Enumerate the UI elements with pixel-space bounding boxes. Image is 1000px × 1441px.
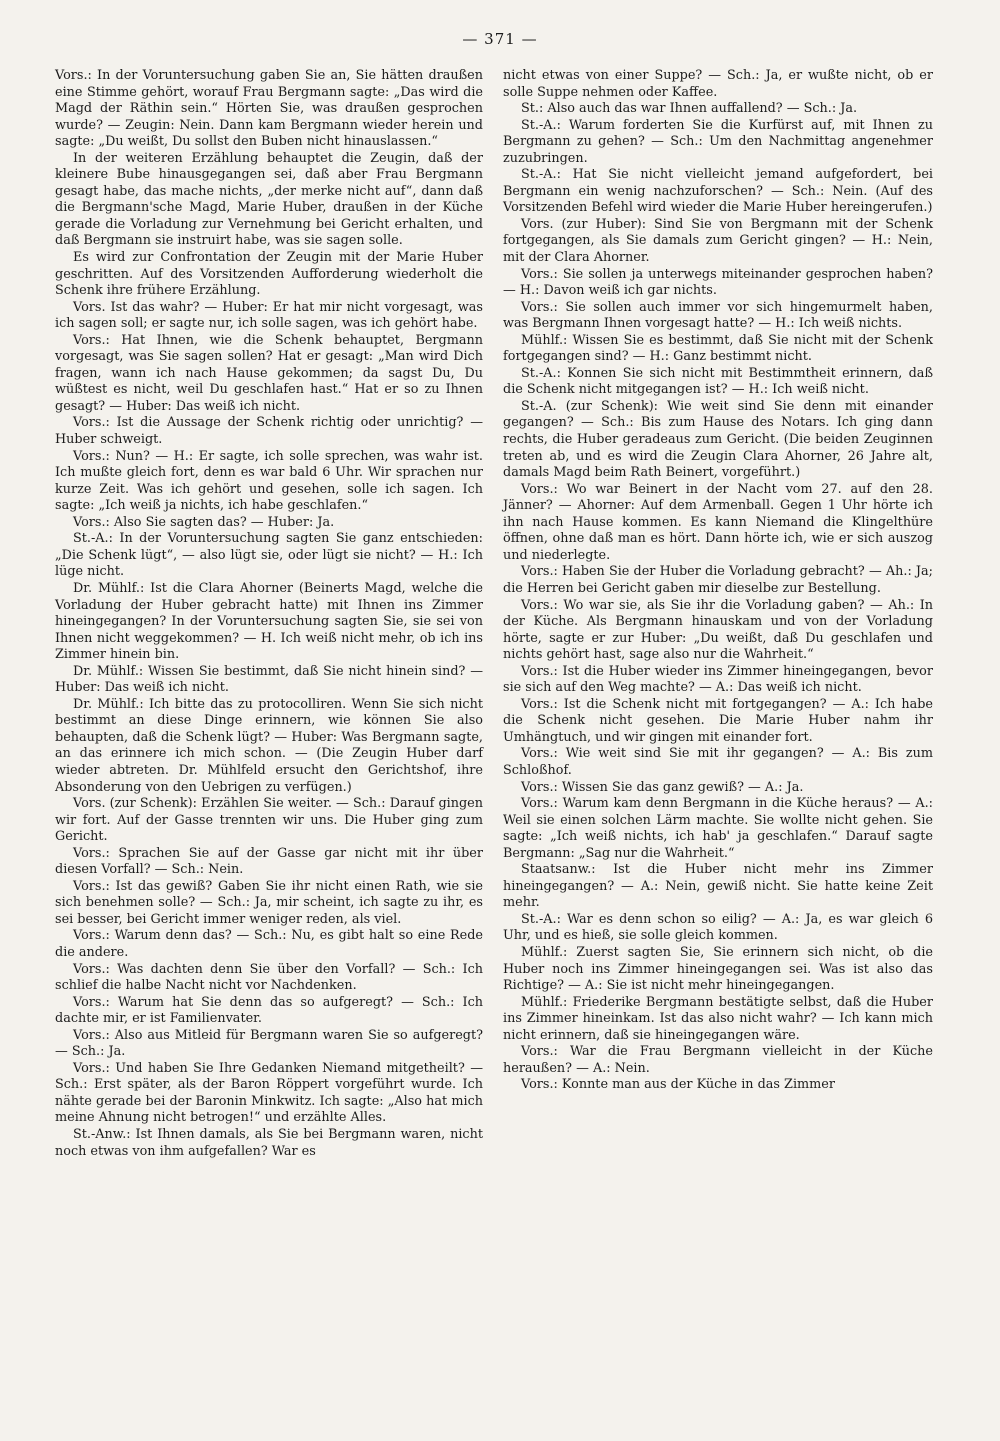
paragraph: St.-A. (zur Schenk): Wie weit sind Sie denn mit einander gegangen? — Sch.: Bis zum Hause des Notars. Ich ging dann rechts, die Huber geradeaus zum Gericht. (Die beiden Zeuginnen treten ab, und es wird die Zeugin Clara Ahorner, 26 Jahre alt, damals Magd beim Rath Beinert, vorgeführt.) <box>503 398 933 481</box>
paragraph: Vors.: War die Frau Bergmann vielleicht in der Küche heraußen? — A.: Nein. <box>503 1044 933 1076</box>
paragraph: Mühlf.: Friederike Bergmann bestätigte selbst, daß die Huber ins Zimmer hineinkam. Ist das also nicht wahr? — Ich kann mich nicht erinnern, daß sie hineingegangen wäre. <box>503 994 933 1043</box>
paragraph: Vors.: Warum denn das? — Sch.: Nu, es gibt halt so eine Rede die andere. <box>55 928 483 960</box>
paragraph: Vors.: Sie sollen ja unterwegs miteinander gesprochen haben? — H.: Davon weiß ich gar nichts. <box>503 266 933 299</box>
paragraph: Vors. Ist das wahr? — Huber: Er hat mir nicht vorgesagt, was ich sagen soll; er sagte nur, ich solle sagen, was ich gehört habe. <box>55 299 483 332</box>
paragraph: Vors.: Ist das gewiß? Gaben Sie ihr nicht einen Rath, wie sie sich benehmen solle? — Sch.: Ja, mir scheint, ich sagte zu ihr, es sei besser, bei Gericht immer weniger reden, als viel. <box>55 878 483 927</box>
paragraph: Vors.: Nun? — H.: Er sagte, ich solle sprechen, was wahr ist. Ich mußte gleich fort, denn es war bald 6 Uhr. Wir sprachen nur kurze Zeit. Was ich gehört und gesehen, solle ich sagen. Ich sagte: „Ich weiß ja nichts, ich habe geschlafen.“ <box>55 448 483 514</box>
paragraph: Dr. Mühlf.: Ich bitte das zu protocolliren. Wenn Sie sich nicht bestimmt an diese Dinge erinnern, wie können Sie also behaupten, daß die Schenk lügt? — Huber: Was Bergmann sagte, an das erinnere ich mich schon. — (Die Zeugin Huber darf wieder abtreten. Dr. Mühlfeld ersucht den Gerichtshof, ihre Absonderung von den Uebrigen zu verfügen.) <box>55 696 483 795</box>
paragraph: Vors.: Konnte man aus der Küche in das Zimmer <box>521 1077 835 1093</box>
paragraph: In der weiteren Erzählung behauptet die Zeugin, daß der kleinere Bube hinausgegangen sei, daß aber Frau Bergmann gesagt habe, das mache nichts, „der merke nicht auf“, dann daß die Bergmann'sche Magd, Marie Huber, draußen in der Küche gerade die Vorladung zur Vernehmung bei Gericht erhalten, und daß Bergmann sie instruirt habe, was sie sagen solle. <box>55 150 483 249</box>
paragraph: St.-A.: In der Voruntersuchung sagten Sie ganz entschieden: „Die Schenk lügt“, — also lügt sie, oder lügt sie nicht? — H.: Ich lüge nicht. <box>55 531 483 580</box>
paragraph: Vors.: Also aus Mitleid für Bergmann waren Sie so aufgeregt? — Sch.: Ja. <box>55 1027 483 1060</box>
paragraph: Vors.: Ist die Huber wieder ins Zimmer hineingegangen, bevor sie sich auf den Weg machte? — A.: Das weiß ich nicht. <box>503 663 933 696</box>
left-column <box>55 68 483 1160</box>
paragraph: Vors. (zur Schenk): Erzählen Sie weiter. — Sch.: Darauf gingen wir fort. Auf der Gasse trennten wir uns. Die Huber ging zum Gericht. <box>55 796 483 845</box>
paragraph: Vors. (zur Huber): Sind Sie von Bergmann mit der Schenk fortgegangen, als Sie damals zum Gericht gingen? — H.: Nein, mit der Clara Ahorner. <box>503 216 933 266</box>
paragraph: Vors.: Wie weit sind Sie mit ihr gegangen? — A.: Bis zum Schloßhof. <box>503 746 933 778</box>
paragraph: Vors.: Wissen Sie das ganz gewiß? — A.: Ja. <box>521 779 804 795</box>
paragraph: Dr. Mühlf.: Wissen Sie bestimmt, daß Sie nicht hinein sind? — Huber: Das weiß ich nicht. <box>55 663 483 696</box>
paragraph: Vors.: Ist die Aussage der Schenk richtig oder unrichtig? — Huber schweigt. <box>55 415 483 448</box>
paragraph: Vors.: Warum kam denn Bergmann in die Küche heraus? — A.: Weil sie einen solchen Lärm machte. Sie wollte nicht gehen. Sie sagte: „Ich weiß nichts, ich hab' ja geschlafen.“ Darauf sagte Bergmann: „Sag nur die Wahrheit.“ <box>503 796 933 861</box>
paragraph: St.-A.: Hat Sie nicht vielleicht jemand aufgefordert, bei Bergmann ein wenig nachzuforschen? — Sch.: Nein. (Auf des Vorsitzenden Befehl wird wieder die Marie Huber hereingerufen.) <box>503 167 933 216</box>
paragraph: Mühlf.: Wissen Sie es bestimmt, daß Sie nicht mit der Schenk fortgegangen sind? — H.: Ganz bestimmt nicht. <box>503 332 933 365</box>
paragraph: Vors.: Warum hat Sie denn das so aufgeregt? — Sch.: Ich dachte mir, er ist Familienvater. <box>55 994 483 1027</box>
paragraph: St.: Also auch das war Ihnen auffallend? — Sch.: Ja. <box>521 101 858 117</box>
paragraph: St.-Anw.: Ist Ihnen damals, als Sie bei Bergmann waren, nicht noch etwas von ihm aufgefallen? War es <box>55 1127 483 1159</box>
paragraph: Vors.: Sie sollen auch immer vor sich hingemurmelt haben, was Bergmann Ihnen vorgesagt hatte? — H.: Ich weiß nichts. <box>503 299 933 332</box>
paragraph: St.-A.: War es denn schon so eilig? — A.: Ja, es war gleich 6 Uhr, und es hieß, sie solle gleich kommen. <box>503 911 933 944</box>
paragraph: nicht etwas von einer Suppe? — Sch.: Ja, er wußte nicht, ob er solle Suppe nehmen oder Kaffee. <box>503 68 933 100</box>
paragraph: St.-A.: Warum forderten Sie die Kurfürst auf, mit Ihnen zu Bergmann zu gehen? — Sch.: Um den Nachmittag angenehmer zuzubringen. <box>503 117 933 166</box>
paragraph: Mühlf.: Zuerst sagten Sie, Sie erinnern sich nicht, ob die Huber noch ins Zimmer hineingegangen sei. Was ist also das Richtige? — A.: Sie ist nicht mehr hineingegangen. <box>503 944 933 994</box>
paragraph: Vors.: Hat Ihnen, wie die Schenk behauptet, Bergmann vorgesagt, was Sie sagen sollen? Hat er gesagt: „Man wird Dich fragen, wann ich nach Hause gekommen; da sagst Du, Du wüßtest es nicht, weil Du geschlafen hast.“ Hat er so zu Ihnen gesagt? — Huber: Das weiß ich nicht. <box>55 332 483 414</box>
paragraph: Vors.: Sprachen Sie auf der Gasse gar nicht mit ihr über diesen Vorfall? — Sch.: Nein. <box>55 845 483 878</box>
page-number: — 371 — <box>462 30 538 48</box>
paragraph: Staatsanw.: Ist die Huber nicht mehr ins Zimmer hineingegangen? — A.: Nein, gewiß nicht. Sie hatte keine Zeit mehr. <box>503 862 933 911</box>
right-column <box>503 68 933 1094</box>
paragraph: Vors.: Ist die Schenk nicht mit fortgegangen? — A.: Ich habe die Schenk nicht gesehen. Die Marie Huber nahm ihr Umhängtuch, und wir gingen mit einander fort. <box>503 696 933 745</box>
paragraph: Vors.: Und haben Sie Ihre Gedanken Niemand mitgetheilt? — Sch.: Erst später, als der Baron Röppert vorgeführt wurde. Ich nähte gerade bei der Baronin Minkwitz. Ich sagte: „Also hat mich meine Ahnung nicht betrogen!“ und erzählte Alles. <box>55 1060 483 1126</box>
paragraph: Dr. Mühlf.: Ist die Clara Ahorner (Beinerts Magd, welche die Vorladung der Huber gebracht hatte) mit Ihnen ins Zimmer hineingegangen? In der Voruntersuchung sagten Sie, sie sei von Ihnen nicht weggekommen? — H. Ich weiß nicht mehr, ob ich ins Zimmer hinein bin. <box>55 580 483 663</box>
paragraph: Vors.: Wo war sie, als Sie ihr die Vorladung gaben? — Ah.: In der Küche. Als Bergmann hinauskam und von der Vorladung hörte, sagte er zur Huber: „Du weißt, daß Du geschlafen und nichts gehört hast, sage also nur die Wahrheit.“ <box>503 597 933 663</box>
paragraph: St.-A.: Konnen Sie sich nicht mit Bestimmtheit erinnern, daß die Schenk nicht mitgegangen ist? — H.: Ich weiß nicht. <box>503 365 933 398</box>
paragraph: Es wird zur Confrontation der Zeugin mit der Marie Huber geschritten. Auf des Vorsitzenden Aufforderung wiederholt die Schenk ihre frühere Erzählung. <box>55 250 483 299</box>
paragraph: Vors.: In der Voruntersuchung gaben Sie an, Sie hätten draußen eine Stimme gehört, worauf Frau Bergmann sagte: „Das wird die Magd der Räthin sein.“ Hörten Sie, was draußen gesprochen wurde? — Zeugin: Nein. Dann kam Bergmann wieder herein und sagte: „Du weißt, Du sollst den Buben nicht hinauslassen.“ <box>55 68 483 150</box>
paragraph: Vors.: Was dachten denn Sie über den Vorfall? — Sch.: Ich schlief die halbe Nacht nicht vor Nachdenken. <box>55 961 483 994</box>
paragraph: Vors.: Also Sie sagten das? — Huber: Ja. <box>73 514 335 530</box>
paragraph: Vors.: Haben Sie der Huber die Vorladung gebracht? — Ah.: Ja; die Herren bei Gericht gaben mir dieselbe zur Bestellung. <box>503 564 933 596</box>
paragraph: Vors.: Wo war Beinert in der Nacht vom 27. auf den 28. Jänner? — Ahorner: Auf dem Armenball. Gegen 1 Uhr hörte ich ihn nach Hause kommen. Es kann Niemand die Klingelthüre öffnen, ohne daß man es hört. Dann hörte ich, wie er sich auszog und niederlegte. <box>503 481 933 563</box>
